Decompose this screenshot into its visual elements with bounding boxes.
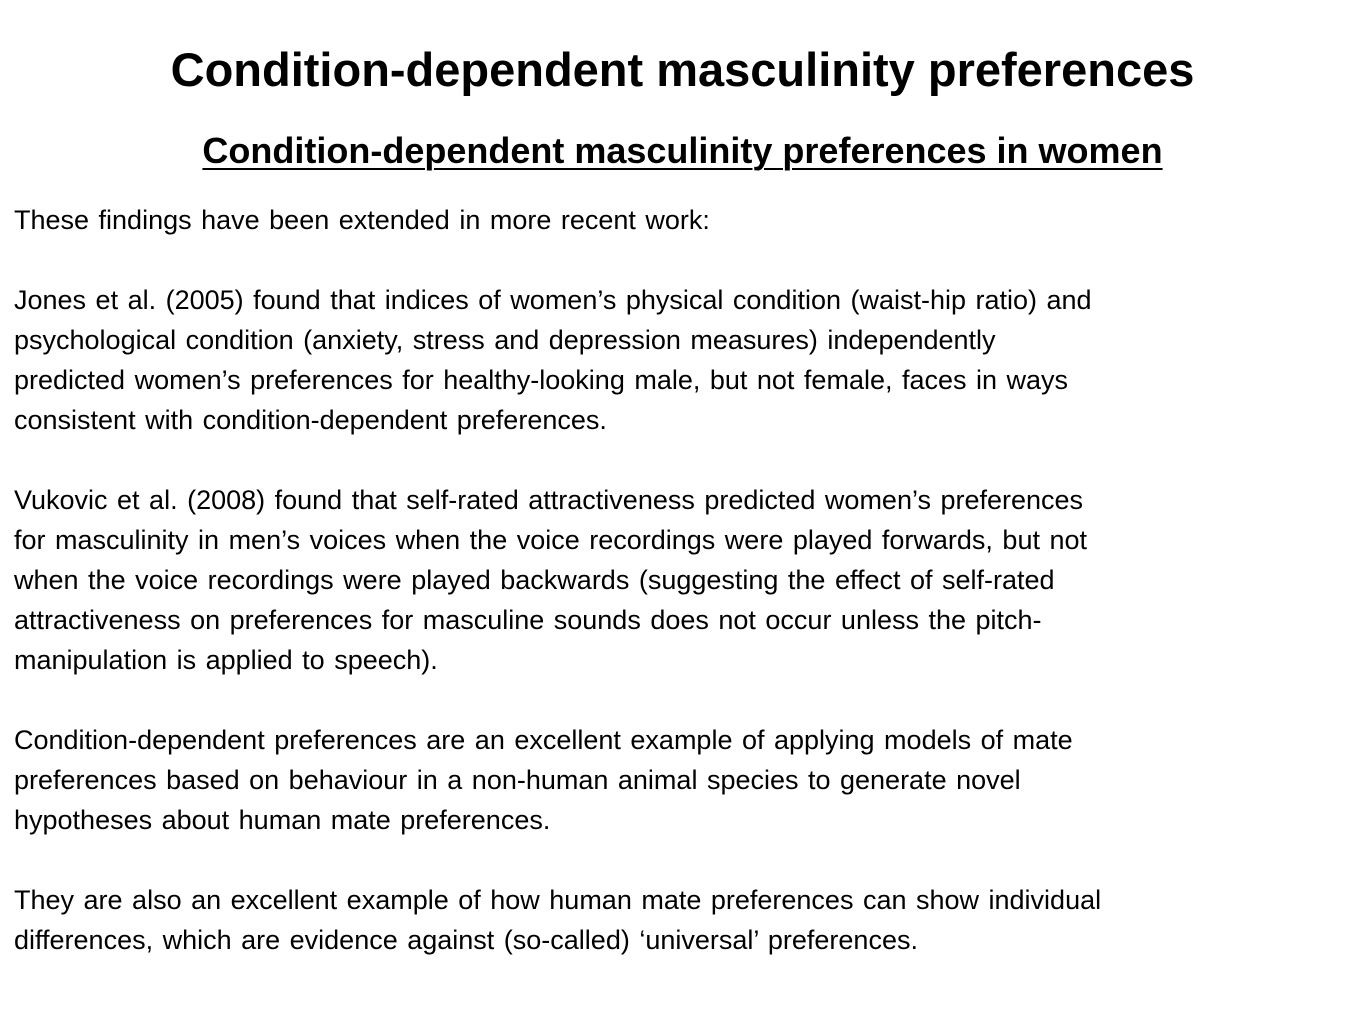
slide-subtitle: Condition-dependent masculinity preferences in women	[202, 130, 1163, 171]
paragraph-condition-dependent	[14, 720, 1344, 840]
text-line: predicted women’s preferences for healthy-looking male, but not female, faces in ways	[14, 365, 1069, 395]
text-line: psychological condition (anxiety, stress and depression measures) independently	[14, 325, 996, 355]
paragraph-intro	[14, 200, 1344, 240]
text-line: Condition-dependent preferences are an excellent example of applying models of mate	[14, 725, 1073, 755]
text-line: These findings have been extended in more recent work:	[14, 205, 710, 235]
text-line: Jones et al. (2005) found that indices of women’s physical condition (waist-hip ratio) and	[14, 285, 1092, 315]
text-line: preferences based on behaviour in a non-human animal species to generate novel	[14, 765, 1021, 795]
text-line: manipulation is applied to speech).	[14, 645, 438, 675]
paragraph-individual-differences	[14, 880, 1344, 960]
text-line: attractiveness on preferences for masculine sounds does not occur unless the pitch-	[14, 605, 1042, 635]
paragraph-vukovic	[14, 480, 1344, 680]
slide-body	[14, 200, 1344, 1000]
slide-title: Condition-dependent masculinity preferences	[170, 43, 1195, 96]
text-line: consistent with condition-dependent preferences.	[14, 405, 607, 435]
text-line: when the voice recordings were played backwards (suggesting the effect of self-rated	[14, 565, 1055, 595]
text-line: hypotheses about human mate preferences.	[14, 805, 551, 835]
text-line: differences, which are evidence against (so-called) ‘universal’ preferences.	[14, 925, 918, 955]
text-line: They are also an excellent example of how human mate preferences can show individual	[14, 885, 1102, 915]
paragraph-jones	[14, 280, 1344, 440]
text-line: Vukovic et al. (2008) found that self-rated attractiveness predicted women’s preferences	[14, 485, 1084, 515]
text-line: for masculinity in men’s voices when the voice recordings were played forwards, but not	[14, 525, 1088, 555]
